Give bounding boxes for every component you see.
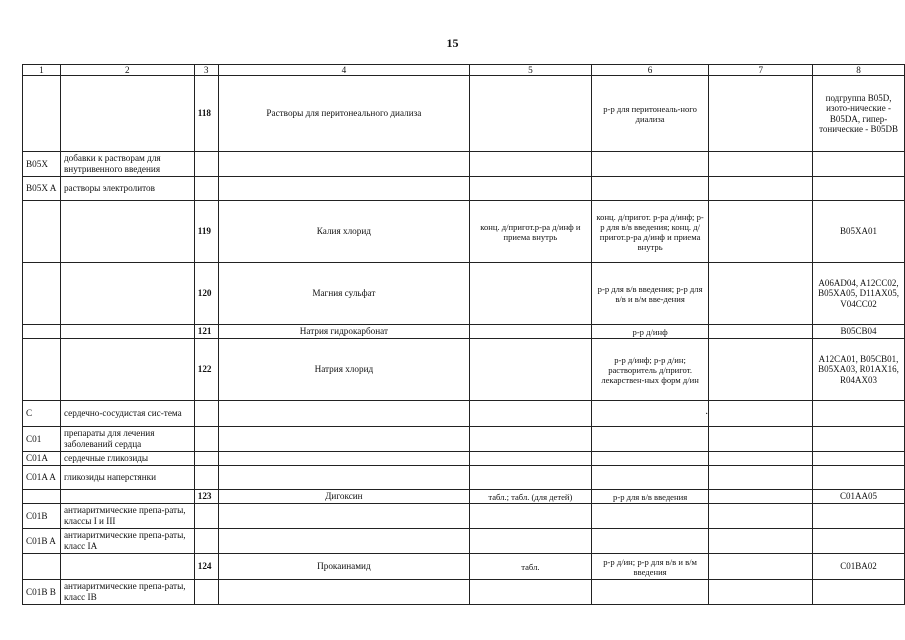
- column-header: 8: [813, 65, 905, 76]
- form-cell: [591, 466, 709, 490]
- drug-name-cell: Прокаинамид: [218, 554, 469, 580]
- drug-name-cell: Магния сульфат: [218, 263, 469, 325]
- atc-codes-cell: [813, 401, 905, 427]
- group-name-cell: [60, 201, 194, 263]
- group-name-cell: сердечные гликозиды: [60, 452, 194, 466]
- table-row: [23, 554, 905, 580]
- table-row: [23, 325, 905, 339]
- item-number-cell: 121: [194, 325, 218, 339]
- table-row: [23, 580, 905, 605]
- column-header: 6: [591, 65, 709, 76]
- atc-code-cell: C01A A: [23, 466, 61, 490]
- empty-cell: [709, 504, 813, 529]
- form-cell: [591, 177, 709, 201]
- item-number-cell: [194, 529, 218, 554]
- form-cell: [470, 339, 592, 401]
- empty-cell: [709, 177, 813, 201]
- empty-cell: [709, 490, 813, 504]
- drug-name-cell: Растворы для перитонеального диализа: [218, 76, 469, 152]
- atc-codes-cell: [813, 177, 905, 201]
- group-name-cell: [60, 325, 194, 339]
- drug-table: [22, 64, 905, 605]
- form-cell: [470, 401, 592, 427]
- drug-name-cell: [218, 580, 469, 605]
- drug-name-cell: [218, 466, 469, 490]
- form-cell: [591, 504, 709, 529]
- form-cell: [470, 76, 592, 152]
- atc-codes-cell: [813, 529, 905, 554]
- form-cell: [470, 177, 592, 201]
- atc-code-cell: C01B: [23, 504, 61, 529]
- page-number: 15: [446, 36, 459, 50]
- form-cell: р-р д/инф: [591, 325, 709, 339]
- drug-name-cell: Дигоксин: [218, 490, 469, 504]
- drug-name-cell: [218, 427, 469, 452]
- empty-cell: [709, 529, 813, 554]
- table-row: [23, 177, 905, 201]
- empty-cell: [709, 201, 813, 263]
- atc-codes-cell: A06AD04, A12CC02, B05XA05, D11AX05, V04CC02: [813, 263, 905, 325]
- item-number-cell: [194, 427, 218, 452]
- atc-code-cell: C01A: [23, 452, 61, 466]
- atc-code-cell: [23, 263, 61, 325]
- table-row: [23, 401, 905, 427]
- table-row: [23, 76, 905, 152]
- empty-cell: [709, 554, 813, 580]
- empty-cell: [709, 427, 813, 452]
- atc-codes-cell: B05XA01: [813, 201, 905, 263]
- atc-codes-cell: [813, 427, 905, 452]
- form-cell: [470, 580, 592, 605]
- atc-codes-cell: [813, 452, 905, 466]
- column-header: 4: [218, 65, 469, 76]
- group-name-cell: гликозиды наперстянки: [60, 466, 194, 490]
- form-cell: р-р для в/в введения; р-р для в/в и в/м вве-дения: [591, 263, 709, 325]
- form-cell: конц. д/пригот. р-ра д/инф; р-р для в/в введения; конц. д/пригот.р-ра д/инф и приема внутрь: [591, 201, 709, 263]
- atc-code-cell: [23, 554, 61, 580]
- stray-mark: ·: [705, 409, 709, 420]
- atc-code-cell: [23, 325, 61, 339]
- item-number-cell: 122: [194, 339, 218, 401]
- group-name-cell: растворы электролитов: [60, 177, 194, 201]
- table-row: [23, 529, 905, 554]
- group-name-cell: [60, 554, 194, 580]
- empty-cell: [709, 339, 813, 401]
- form-cell: р-р для в/в введения: [591, 490, 709, 504]
- empty-cell: [709, 152, 813, 177]
- item-number-cell: [194, 580, 218, 605]
- empty-cell: [709, 263, 813, 325]
- item-number-cell: 120: [194, 263, 218, 325]
- form-cell: р-р д/инф; р-р д/ин; растворитель д/пригот. лекарствен-ных форм д/ин: [591, 339, 709, 401]
- table-row: [23, 504, 905, 529]
- atc-codes-cell: B05CB04: [813, 325, 905, 339]
- column-header: 1: [23, 65, 61, 76]
- column-header: 7: [709, 65, 813, 76]
- atc-code-cell: C01B A: [23, 529, 61, 554]
- atc-code-cell: [23, 490, 61, 504]
- empty-cell: [709, 452, 813, 466]
- form-cell: р-р д/ин; р-р для в/в и в/м введения: [591, 554, 709, 580]
- atc-codes-cell: подгруппа B05D, изото-нические - B05DA, гипер-тонические - B05DB: [813, 76, 905, 152]
- atc-code-cell: C01B B: [23, 580, 61, 605]
- drug-name-cell: Натрия гидрокарбонат: [218, 325, 469, 339]
- item-number-cell: [194, 452, 218, 466]
- empty-cell: [709, 401, 813, 427]
- atc-codes-cell: [813, 504, 905, 529]
- form-cell: [591, 529, 709, 554]
- atc-codes-cell: [813, 152, 905, 177]
- item-number-cell: 118: [194, 76, 218, 152]
- group-name-cell: антиаритмические препа-раты, классы I и III: [60, 504, 194, 529]
- atc-code-cell: C: [23, 401, 61, 427]
- atc-codes-cell: [813, 580, 905, 605]
- column-header: 2: [60, 65, 194, 76]
- column-header: 5: [470, 65, 592, 76]
- group-name-cell: [60, 339, 194, 401]
- atc-code-cell: [23, 339, 61, 401]
- form-cell: [470, 466, 592, 490]
- atc-codes-cell: [813, 466, 905, 490]
- group-name-cell: добавки к растворам для внутривенного введения: [60, 152, 194, 177]
- group-name-cell: препараты для лечения заболеваний сердца: [60, 427, 194, 452]
- table-row: [23, 490, 905, 504]
- atc-code-cell: B05X A: [23, 177, 61, 201]
- drug-name-cell: [218, 504, 469, 529]
- atc-codes-cell: C01AA05: [813, 490, 905, 504]
- form-cell: [470, 263, 592, 325]
- drug-name-cell: [218, 452, 469, 466]
- table-row: [23, 152, 905, 177]
- empty-cell: [709, 325, 813, 339]
- item-number-cell: 119: [194, 201, 218, 263]
- table-row: [23, 201, 905, 263]
- group-name-cell: сердечно-сосудистая сис-тема: [60, 401, 194, 427]
- item-number-cell: [194, 152, 218, 177]
- atc-code-cell: B05X: [23, 152, 61, 177]
- group-name-cell: антиаритмические препа-раты, класс IB: [60, 580, 194, 605]
- atc-codes-cell: C01BA02: [813, 554, 905, 580]
- group-name-cell: [60, 490, 194, 504]
- empty-cell: [709, 466, 813, 490]
- item-number-cell: [194, 401, 218, 427]
- group-name-cell: [60, 263, 194, 325]
- atc-codes-cell: A12CA01, B05CB01, B05XA03, R01AX16, R04AX03: [813, 339, 905, 401]
- drug-name-cell: [218, 401, 469, 427]
- drug-name-cell: Натрия хлорид: [218, 339, 469, 401]
- drug-name-cell: [218, 177, 469, 201]
- drug-name-cell: [218, 529, 469, 554]
- form-cell: [470, 325, 592, 339]
- atc-code-cell: [23, 201, 61, 263]
- form-cell: [470, 529, 592, 554]
- item-number-cell: 123: [194, 490, 218, 504]
- form-cell: [470, 504, 592, 529]
- form-cell: [470, 452, 592, 466]
- form-cell: табл.: [470, 554, 592, 580]
- form-cell: конц. д/пригот.р-ра д/инф и приема внутрь: [470, 201, 592, 263]
- form-cell: [591, 401, 709, 427]
- drug-name-cell: [218, 152, 469, 177]
- column-number-row: [23, 65, 905, 76]
- group-name-cell: антиаритмические препа-раты, класс IA: [60, 529, 194, 554]
- item-number-cell: 124: [194, 554, 218, 580]
- form-cell: [470, 152, 592, 177]
- form-cell: [591, 452, 709, 466]
- drug-name-cell: Калия хлорид: [218, 201, 469, 263]
- form-cell: [591, 580, 709, 605]
- form-cell: [470, 427, 592, 452]
- atc-code-cell: C01: [23, 427, 61, 452]
- table-row: [23, 339, 905, 401]
- table-row: [23, 452, 905, 466]
- form-cell: [591, 427, 709, 452]
- item-number-cell: [194, 466, 218, 490]
- atc-code-cell: [23, 76, 61, 152]
- item-number-cell: [194, 504, 218, 529]
- empty-cell: [709, 76, 813, 152]
- table-row: [23, 466, 905, 490]
- form-cell: р-р для перитонеаль-ного диализа: [591, 76, 709, 152]
- form-cell: [591, 152, 709, 177]
- form-cell: табл.; табл. (для детей): [470, 490, 592, 504]
- empty-cell: [709, 580, 813, 605]
- group-name-cell: [60, 76, 194, 152]
- table-row: [23, 427, 905, 452]
- column-header: 3: [194, 65, 218, 76]
- table-row: [23, 263, 905, 325]
- item-number-cell: [194, 177, 218, 201]
